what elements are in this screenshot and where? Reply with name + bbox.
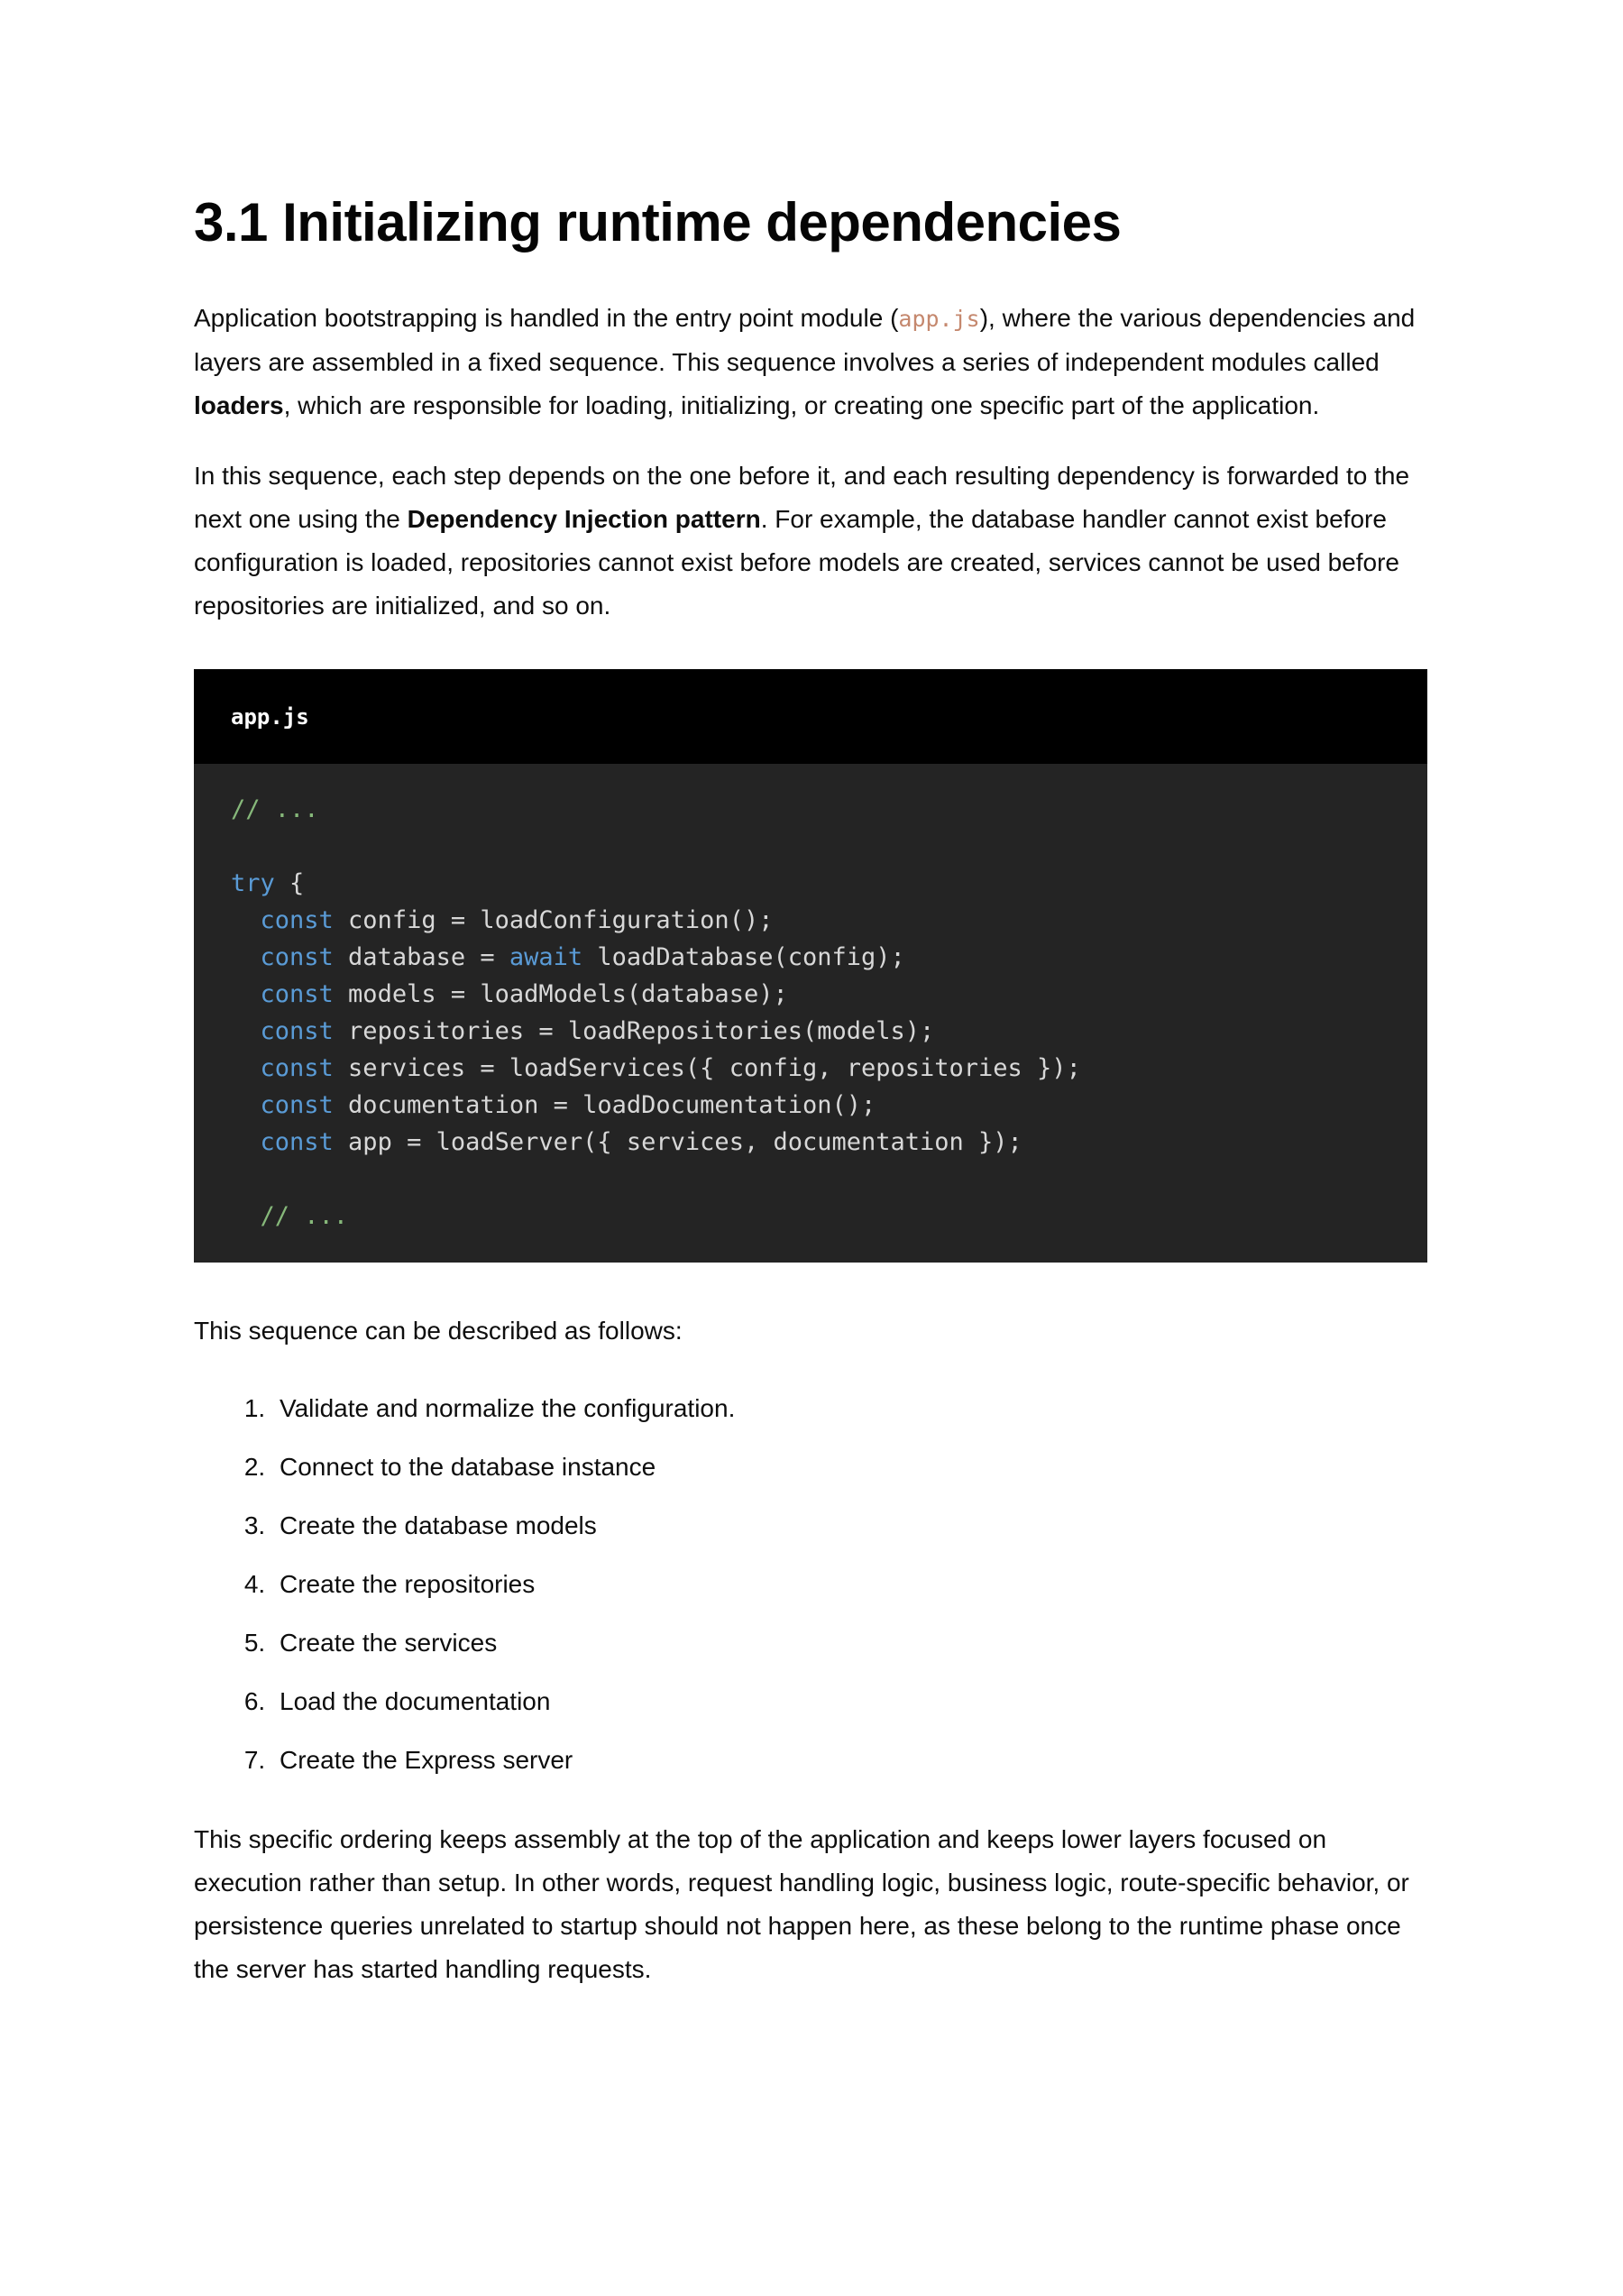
code-comment-token: // ... [231,795,319,823]
closing-paragraph [194,1818,1429,1991]
code-text-token [231,1054,261,1082]
list-item: 4. Create the repositories [272,1563,1429,1606]
paragraph-intro-text: Application bootstrapping is handled in the entry point module ( [194,304,899,332]
code-line [231,939,1390,976]
sequence-intro-text: This sequence can be described as follows: [194,1317,683,1345]
sequence-intro-line [194,1309,1429,1353]
code-block [194,669,1427,1263]
code-line [231,865,1390,902]
loaders-bold-term: loaders [194,391,284,419]
code-line [231,1050,1390,1087]
paragraph-sequence-text: . For example, the database handler cannot exist before configuration is loaded, repositories cannot exist before models are created, services cannot be used before repositories are initialized, and so on. [194,505,1399,620]
list-item: 3. Create the database models [272,1504,1429,1548]
code-keyword-token: const [260,1017,334,1045]
code-text-token: database = [333,943,509,971]
code-keyword-token: try [231,869,275,897]
code-text-token: app = loadServer({ services, documentation }); [333,1128,1022,1156]
code-text-token [231,943,261,971]
code-comment-token: // ... [260,1202,349,1230]
code-text-token: repositories = loadRepositories(models); [333,1017,935,1045]
code-line [231,1198,1390,1235]
code-text-token: loadDatabase(config); [582,943,905,971]
paragraph-sequence [194,455,1429,628]
code-keyword-token: const [260,1054,334,1082]
code-text-token: services = loadServices({ config, repositories }); [333,1054,1081,1082]
code-block-header [194,669,1427,764]
code-keyword-token: const [260,1091,334,1119]
code-keyword-token: await [509,943,583,971]
code-line [231,1013,1390,1050]
code-text-token [231,1202,261,1230]
code-lines [231,791,1390,1235]
closing-paragraph-text: This specific ordering keeps assembly at the top of the application and keeps lower layers focused on execution rather than setup. In other words, request handling logic, business logic, route-specific behavior, or persistence queries unrelated to startup should not happen here, as these belong to the runtime phase once the server has started handling requests. [194,1825,1409,1983]
code-text-token: documentation = loadDocumentation(); [333,1091,876,1119]
list-item: 2. Connect to the database instance [272,1446,1429,1489]
code-text-token [231,1017,261,1045]
code-line [231,1161,1390,1198]
code-line [231,791,1390,828]
list-item: 7. Create the Express server [272,1739,1429,1782]
section-heading: 3.1 Initializing runtime dependencies [194,192,1122,253]
code-keyword-token: const [260,943,334,971]
code-line [231,902,1390,939]
code-line [231,1087,1390,1124]
dependency-injection-bold-term: Dependency Injection pattern [407,505,761,533]
code-keyword-token: const [260,980,334,1008]
code-text-token [231,906,261,934]
code-line [231,828,1390,865]
code-line [231,976,1390,1013]
paragraph-intro-text: , which are responsible for loading, initializing, or creating one specific part of the application. [283,391,1320,419]
steps-list [194,1387,1429,1782]
code-keyword-token: const [260,906,334,934]
paragraph-intro-text: ), where the various dependencies and layers are assembled in a fixed sequence. This sequence involves a series of independent modules called [194,304,1416,376]
code-text-token [231,1091,261,1119]
code-text-token [231,980,261,1008]
code-text-token [231,1128,261,1156]
code-filename-label: app.js [231,703,309,730]
list-item: 6. Load the documentation [272,1680,1429,1723]
paragraph-intro [194,297,1429,427]
code-text-token: { [274,869,305,897]
inline-code-appjs: app.js [898,306,980,332]
code-keyword-token: const [260,1128,334,1156]
paragraph-sequence-text: In this sequence, each step depends on the one before it, and each resulting dependency is forwarded to the next one using the [194,462,1410,533]
code-block-body [194,764,1427,1263]
code-text-token: config = loadConfiguration(); [333,906,774,934]
list-item: 5. Create the services [272,1621,1429,1665]
code-line [231,1124,1390,1161]
code-text-token: models = loadModels(database); [333,980,788,1008]
list-item: 1. Validate and normalize the configuration. [272,1387,1429,1430]
